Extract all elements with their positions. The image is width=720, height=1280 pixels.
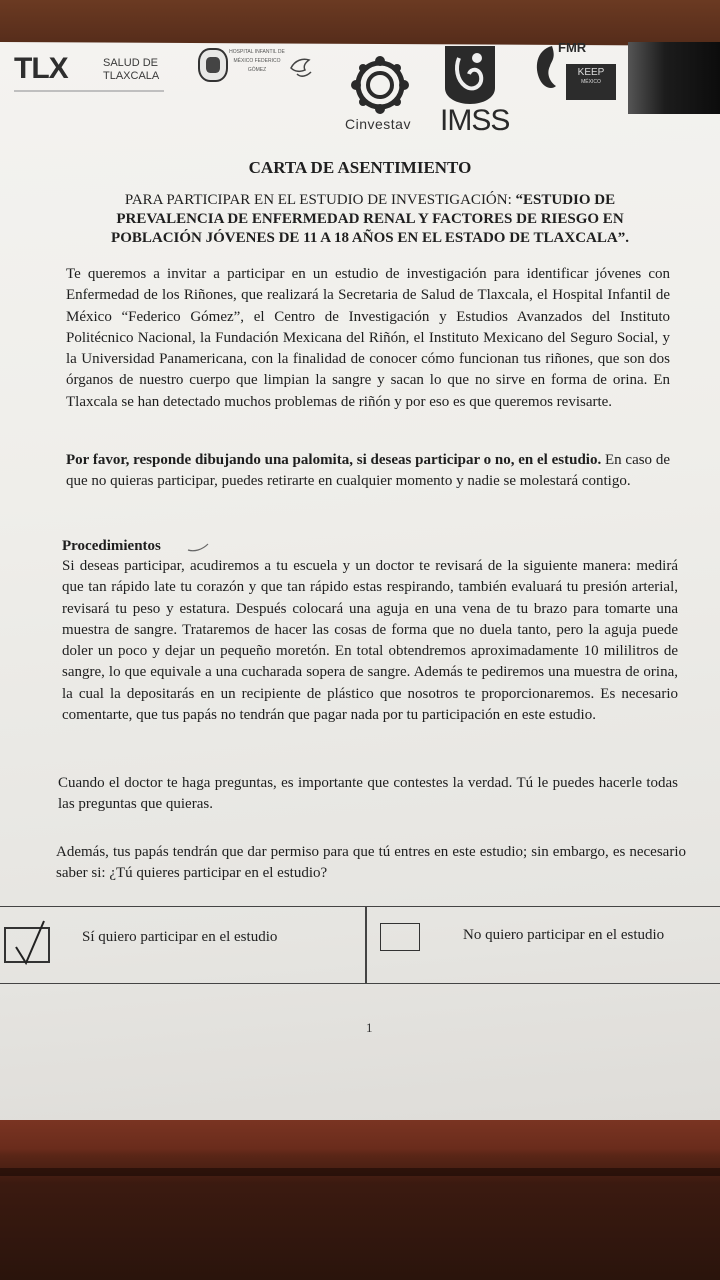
- procedures-heading: Procedimientos: [62, 538, 161, 554]
- no-choice-label: No quiero participar en el estudio: [463, 927, 665, 943]
- instruction-bold: Por favor, responde dibujando una palomita, si deseas participar o no, en el estudio.: [66, 452, 602, 468]
- fmr-emblem-icon: [530, 38, 560, 98]
- checkmark-icon: [12, 919, 48, 967]
- imss-logo-text: IMSS: [440, 104, 510, 137]
- hospital-seal-icon: [198, 48, 228, 82]
- keep-mexico-logo: [566, 64, 616, 100]
- choice-divider: [365, 907, 367, 983]
- subtitle-lead: PARA PARTICIPAR EN EL ESTUDIO DE INVESTIGACIÓN:: [124, 192, 516, 208]
- document-subtitle: [70, 191, 670, 248]
- consent-choice-table: [0, 906, 720, 984]
- questions-paragraph: Cuando el doctor te haga preguntas, es importante que contestes la verdad. Tú le puedes hacerle todas las preguntas que quieras.: [58, 775, 678, 813]
- document-title: CARTA DE ASENTIMIENTO: [248, 158, 472, 177]
- instruction-paragraph: [66, 450, 670, 493]
- keep-logo-text: KEEP: [577, 67, 605, 78]
- keep-logo-subtext: MÉXICO: [581, 79, 601, 85]
- salud-tlaxcala-logo: SALUD DE TLAXCALA: [103, 57, 160, 82]
- cinvestav-logo-text: Cinvestav: [345, 116, 411, 132]
- no-checkbox[interactable]: [380, 923, 420, 951]
- hospital-logo-text: HOSPITAL INFANTIL DE MÉXICO FEDERICO GÓMEZ: [229, 49, 285, 73]
- yes-choice-label: Sí quiero participar en el estudio: [82, 929, 278, 945]
- intro-paragraph: Te queremos a invitar a participar en un estudio de investigación para identificar jóvenes con Enfermedad de los Riñones, que realizará la Secretaria de Salud de Tlaxcala, el Hospital Infantil de México “Federico Gómez”, el Centro de Investigación y Estudios Avanzados del Instituto Politécnico Nacional, la Fundación Mexicana del Riñón, el Instituto Mexicano del Seguro Social, y la Universidad Panamericana, con la finalidad de conocer cómo funcionan tus riñones, que son dos órganos de nuestro cuerpo que limpian la sangre y sacan lo que no sirve en forma de orina. En Tlaxcala se han detectado muchos problemas de riñón y por eso es que queremos revisarte.: [66, 266, 670, 410]
- permission-paragraph: Además, tus papás tendrán que dar permiso para que tú entres en este estudio; sin embargo, es necesario saber si: ¿Tú quieres participar en el estudio?: [56, 844, 686, 882]
- instruction-rest: En caso de que no quieras participar, puedes retirarte en cualquier momento y nadie se molestará contigo.: [66, 452, 670, 490]
- fmr-logo-text: FMR: [558, 40, 587, 55]
- tlx-underline: [14, 90, 164, 92]
- pen-mark-icon: [186, 540, 212, 554]
- dove-icon: [287, 54, 315, 82]
- imss-emblem-icon: [443, 44, 497, 106]
- page-number: 1: [366, 1020, 373, 1035]
- procedures-paragraph: Si deseas participar, acudiremos a tu escuela y un doctor te revisará de la siguiente manera: medirá que tan rápido late tu corazón y que tan rápido estas respirando, también evaluará tu presión arterial, revisará tu peso y estatura. Después colocará una aguja en una vena de tu brazo para tomarte una muestra de sangre. Trataremos de hacer las cosas de forma que no duela tanto, pero la aguja puede doler un poco y dejar un pequeño moretón. En total obtendremos aproximadamente 10 mililitros de sangre, lo que equivale a una cucharada sopera de sangre. Además te pediremos una muestra de orina, la cual la depositarás en un recipiente de plástico que nosotros te proporcionaremos. Es necesario comentarte, que tus papás no tendrán que pagar nada por tu participación en este estudio.: [62, 558, 678, 724]
- tlx-logo: TLX: [14, 52, 68, 85]
- yes-checkbox[interactable]: [4, 927, 50, 963]
- cinvestav-emblem-icon: [348, 55, 412, 115]
- subtitle-study-name: “ESTUDIO DE PREVALENCIA DE ENFERMEDAD RENAL Y FACTORES DE RIESGO EN POBLACIÓN JÓVENES DE 11 A 18 AÑOS EN EL ESTADO DE TLAXCALA”.: [111, 192, 629, 246]
